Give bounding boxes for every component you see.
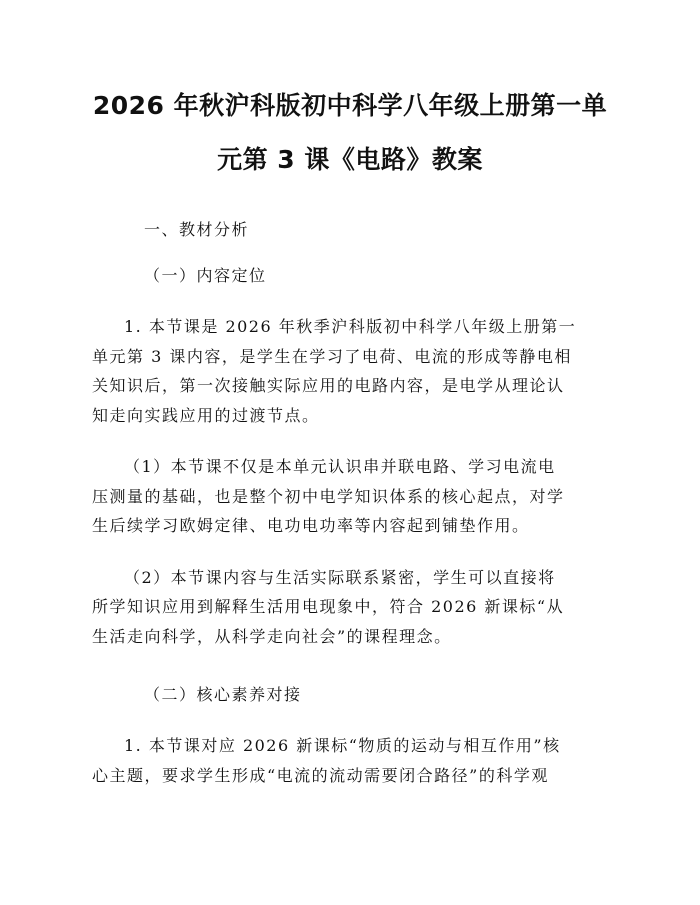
paragraph-2	[92, 452, 608, 541]
subsection-heading-core-literacy: （二）核心素养对接	[144, 685, 302, 704]
paragraph-line: 1. 本节课对应 2026 新课标“物质的运动与相互作用”核	[124, 736, 561, 755]
paragraph-1	[92, 312, 608, 430]
section-heading-textbook-analysis: 一、教材分析	[144, 220, 250, 239]
paragraph-3	[92, 563, 608, 652]
paragraph-line: 生后续学习欧姆定律、电功电功率等内容起到铺垫作用。	[92, 516, 530, 535]
document-title	[92, 0, 608, 184]
paragraph-line: 心主题，要求学生形成“电流的流动需要闭合路径”的科学观	[92, 765, 549, 785]
paragraph-line: 单元第 3 课内容，是学生在学习了电荷、电流的形成等静电相	[92, 346, 572, 366]
paragraph-line: （2）本节课内容与生活实际联系紧密，学生可以直接将	[124, 567, 556, 587]
paragraph-line: 1. 本节课是 2026 年秋季沪科版初中科学八年级上册第一	[124, 317, 577, 336]
paragraph-line: （1）本节课不仅是本单元认识串并联电路、学习电流电	[124, 457, 556, 476]
paragraph-line: 知走向实践应用的过渡节点。	[92, 405, 320, 425]
paragraph-line: 关知识后，第一次接触实际应用的电路内容，是电学从理论认	[92, 376, 565, 395]
subsection-heading-content-positioning: （一）内容定位	[144, 266, 267, 285]
paragraph-4	[92, 731, 608, 790]
paragraph-line: 压测量的基础，也是整个初中电学知识体系的核心起点，对学	[92, 486, 565, 506]
paragraph-line: 所学知识应用到解释生活用电现象中，符合 2026 新课标“从	[92, 597, 565, 616]
title-line-2: 元第 3 课《电路》教案	[217, 145, 483, 174]
paragraph-line: 生活走向科学，从科学走向社会”的课程理念。	[92, 626, 452, 646]
title-line-1: 2026 年秋沪科版初中科学八年级上册第一单	[92, 91, 608, 120]
